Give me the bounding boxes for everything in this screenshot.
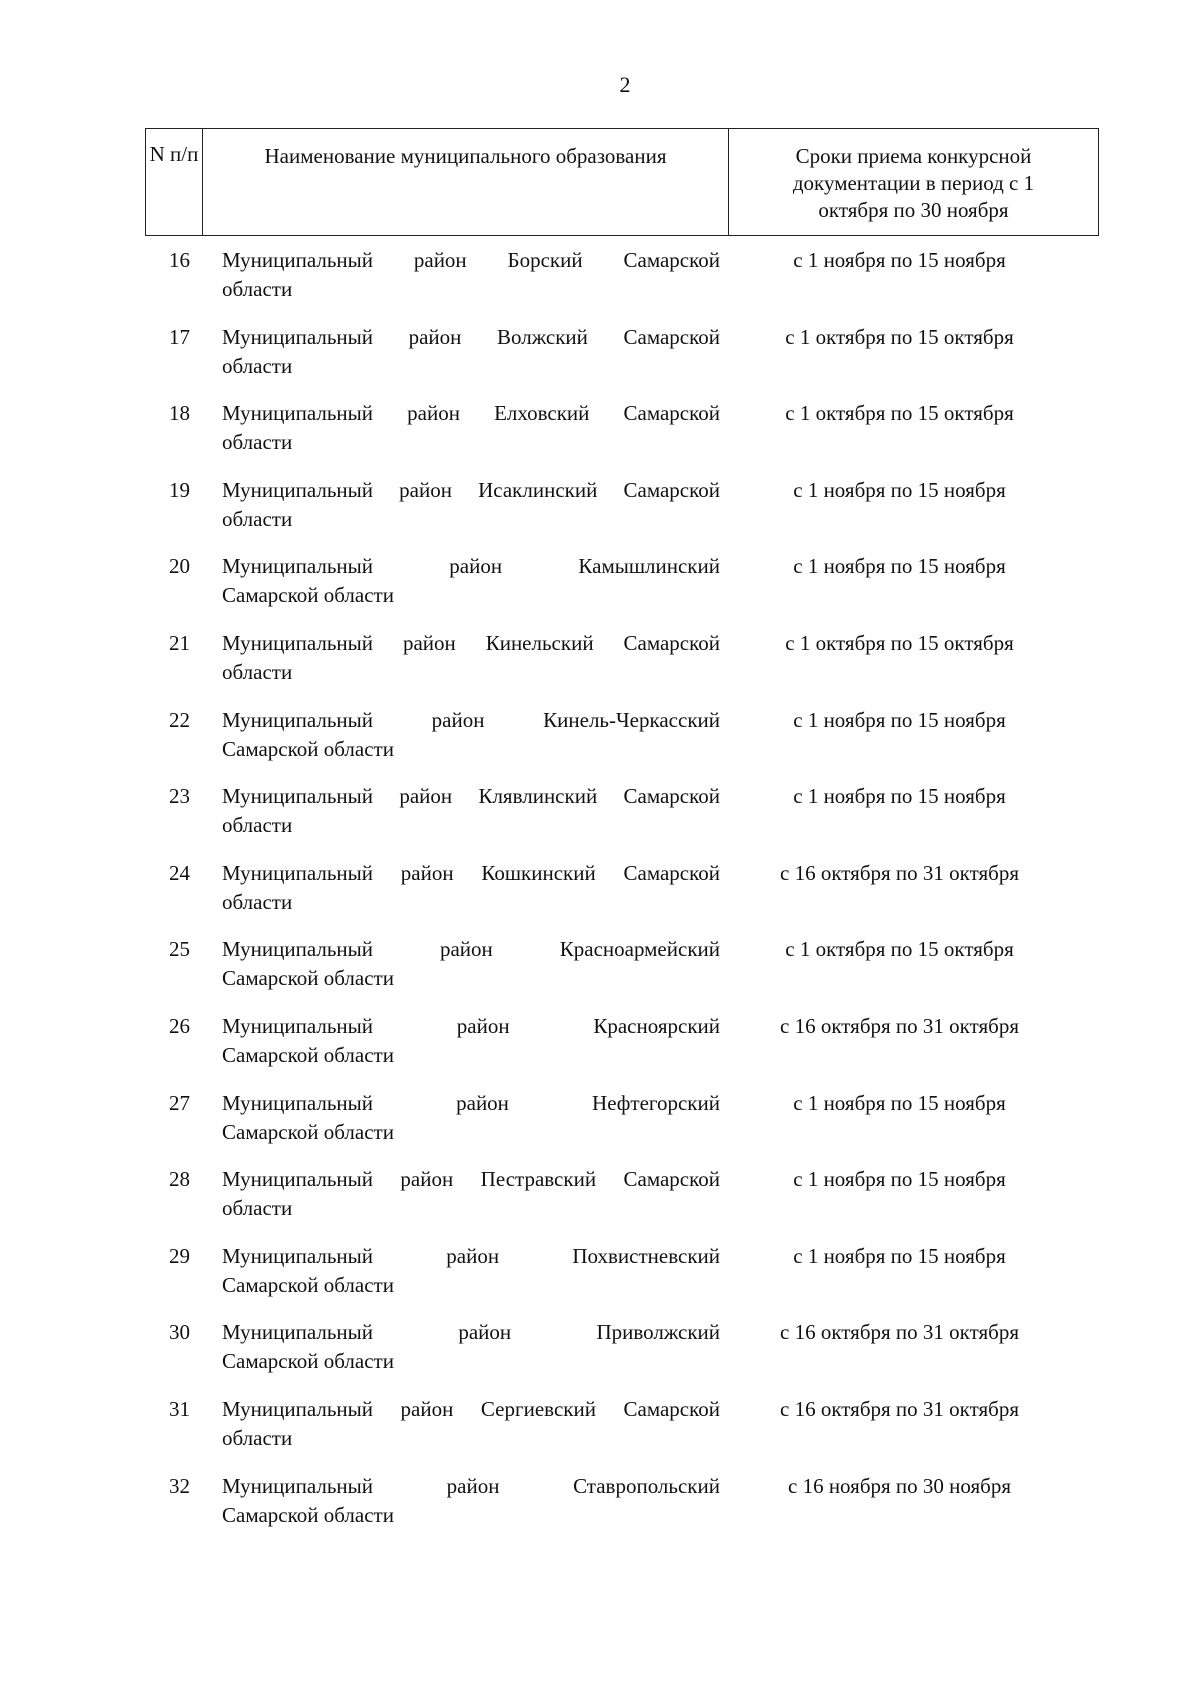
row-number: 21 bbox=[169, 630, 190, 655]
row-number: 30 bbox=[169, 1320, 190, 1345]
table-row bbox=[145, 1165, 1099, 1242]
header-number: N п/п bbox=[146, 129, 203, 235]
municipality-name-line1: Муниципальный район Елховский Самарской bbox=[222, 401, 720, 426]
table-body bbox=[145, 246, 1099, 1548]
table-row bbox=[145, 782, 1099, 859]
municipality-name-line2: Самарской области bbox=[222, 583, 394, 608]
municipality-name bbox=[202, 629, 728, 706]
municipality-name-line1: Муниципальный район Клявлинский Самарской bbox=[222, 784, 720, 809]
submission-dates: с 1 ноября по 15 ноября bbox=[793, 1243, 1006, 1268]
table-row bbox=[145, 323, 1099, 400]
municipality-name bbox=[202, 552, 728, 629]
row-number: 31 bbox=[169, 1396, 190, 1421]
submission-dates: с 16 октября по 31 октября bbox=[780, 1396, 1019, 1421]
municipality-name-line2: Самарской области bbox=[222, 966, 394, 991]
municipality-name-line2: Самарской области bbox=[222, 1349, 394, 1374]
municipality-name-line2: области bbox=[222, 506, 293, 531]
municipality-name bbox=[202, 399, 728, 476]
table-row bbox=[145, 706, 1099, 783]
municipality-name bbox=[202, 1395, 728, 1472]
submission-dates: с 1 октября по 15 октября bbox=[785, 401, 1014, 426]
row-number: 26 bbox=[169, 1013, 190, 1038]
municipality-name-line1: Муниципальный район Красноярский bbox=[222, 1013, 720, 1038]
submission-dates: с 1 ноября по 15 ноября bbox=[793, 554, 1006, 579]
submission-dates: с 1 ноября по 15 ноября bbox=[793, 784, 1006, 809]
municipality-name-line1: Муниципальный район Красноармейский bbox=[222, 937, 720, 962]
municipality-name bbox=[202, 1472, 728, 1549]
municipality-name bbox=[202, 1242, 728, 1319]
submission-dates: с 1 октября по 15 октября bbox=[785, 630, 1014, 655]
row-number: 24 bbox=[169, 860, 190, 885]
table-row bbox=[145, 1089, 1099, 1166]
municipality-name-line2: Самарской области bbox=[222, 1119, 394, 1144]
header-municipality-name: Наименование муниципального образования bbox=[203, 129, 729, 235]
submission-dates: с 1 ноября по 15 ноября bbox=[793, 477, 1006, 502]
municipality-name-line2: Самарской области bbox=[222, 1502, 394, 1527]
row-number: 22 bbox=[169, 707, 190, 732]
submission-dates: с 1 ноября по 15 ноября bbox=[793, 1167, 1006, 1192]
municipality-name-line1: Муниципальный район Волжский Самарской bbox=[222, 324, 720, 349]
municipality-name-line1: Муниципальный район Камышлинский bbox=[222, 554, 720, 579]
header-submission-dates: Сроки приема конкурсной документации в период с 1 октября по 30 ноября bbox=[792, 144, 1035, 222]
municipality-name-line1: Муниципальный район Приволжский bbox=[222, 1320, 720, 1345]
municipality-name-line2: области bbox=[222, 353, 293, 378]
submission-dates: с 1 ноября по 15 ноября bbox=[793, 248, 1006, 272]
municipality-name-line2: области bbox=[222, 1425, 293, 1450]
municipality-name-line2: области bbox=[222, 813, 293, 838]
municipality-name-line1: Муниципальный район Кинель-Черкасский bbox=[222, 707, 720, 732]
municipality-name-line1: Муниципальный район Пестравский Самарской bbox=[222, 1167, 720, 1192]
table-row bbox=[145, 1318, 1099, 1395]
municipality-name-line2: области bbox=[222, 659, 293, 684]
page-number: 2 bbox=[619, 72, 631, 97]
municipality-name-line1: Муниципальный район Похвистневский bbox=[222, 1243, 720, 1268]
submission-dates: с 1 ноября по 15 ноября bbox=[793, 707, 1006, 732]
table-row bbox=[145, 1242, 1099, 1319]
submission-dates: с 16 октября по 31 октября bbox=[780, 1320, 1019, 1345]
row-number: 20 bbox=[169, 554, 190, 579]
municipality-name-line2: области bbox=[222, 1196, 293, 1221]
table-row bbox=[145, 629, 1099, 706]
row-number: 16 bbox=[169, 248, 190, 272]
municipality-name bbox=[202, 323, 728, 400]
municipality-name-line2: области bbox=[222, 889, 293, 914]
table-row bbox=[145, 1472, 1099, 1549]
municipality-name-line1: Муниципальный район Кинельский Самарской bbox=[222, 630, 720, 655]
municipality-name bbox=[202, 859, 728, 936]
municipality-name-line2: области bbox=[222, 277, 293, 301]
submission-dates: с 16 октября по 31 октября bbox=[780, 1013, 1019, 1038]
table-row bbox=[145, 399, 1099, 476]
row-number: 23 bbox=[169, 784, 190, 809]
table-row bbox=[145, 476, 1099, 553]
table-row bbox=[145, 1012, 1099, 1089]
row-number: 32 bbox=[169, 1473, 190, 1498]
municipality-name-line2: области bbox=[222, 430, 293, 455]
municipality-name-line1: Муниципальный район Сергиевский Самарской bbox=[222, 1396, 720, 1421]
municipality-name bbox=[202, 782, 728, 859]
submission-dates: с 1 октября по 15 октября bbox=[785, 937, 1014, 962]
submission-dates: с 1 октября по 15 октября bbox=[785, 324, 1014, 349]
municipality-name-line1: Муниципальный район Борский Самарской bbox=[222, 248, 720, 272]
municipality-name-line1: Муниципальный район Кошкинский Самарской bbox=[222, 860, 720, 885]
municipality-name bbox=[202, 476, 728, 553]
row-number: 29 bbox=[169, 1243, 190, 1268]
municipality-name-line2: Самарской области bbox=[222, 736, 394, 761]
row-number: 17 bbox=[169, 324, 190, 349]
table-header bbox=[145, 128, 1099, 236]
row-number: 25 bbox=[169, 937, 190, 962]
municipality-name bbox=[202, 246, 728, 323]
municipality-name-line2: Самарской области bbox=[222, 1042, 394, 1067]
municipality-name-line1: Муниципальный район Ставропольский bbox=[222, 1473, 720, 1498]
row-number: 28 bbox=[169, 1167, 190, 1192]
row-number: 18 bbox=[169, 401, 190, 426]
municipality-name-line2: Самарской области bbox=[222, 1272, 394, 1297]
municipality-name bbox=[202, 1089, 728, 1166]
table-row bbox=[145, 552, 1099, 629]
submission-dates: с 16 октября по 31 октября bbox=[780, 860, 1019, 885]
table-row bbox=[145, 935, 1099, 1012]
municipality-name bbox=[202, 935, 728, 1012]
submission-dates: с 16 ноября по 30 ноября bbox=[788, 1473, 1011, 1498]
municipality-name-line1: Муниципальный район Исаклинский Самарской bbox=[222, 477, 720, 502]
table-row bbox=[145, 1395, 1099, 1472]
municipality-name bbox=[202, 1318, 728, 1395]
row-number: 27 bbox=[169, 1090, 190, 1115]
municipality-name bbox=[202, 706, 728, 783]
table-row bbox=[145, 859, 1099, 936]
municipality-name bbox=[202, 1012, 728, 1089]
submission-dates: с 1 ноября по 15 ноября bbox=[793, 1090, 1006, 1115]
municipality-name-line1: Муниципальный район Нефтегорский bbox=[222, 1090, 720, 1115]
municipality-name bbox=[202, 1165, 728, 1242]
row-number: 19 bbox=[169, 477, 190, 502]
table-row bbox=[145, 246, 1099, 323]
